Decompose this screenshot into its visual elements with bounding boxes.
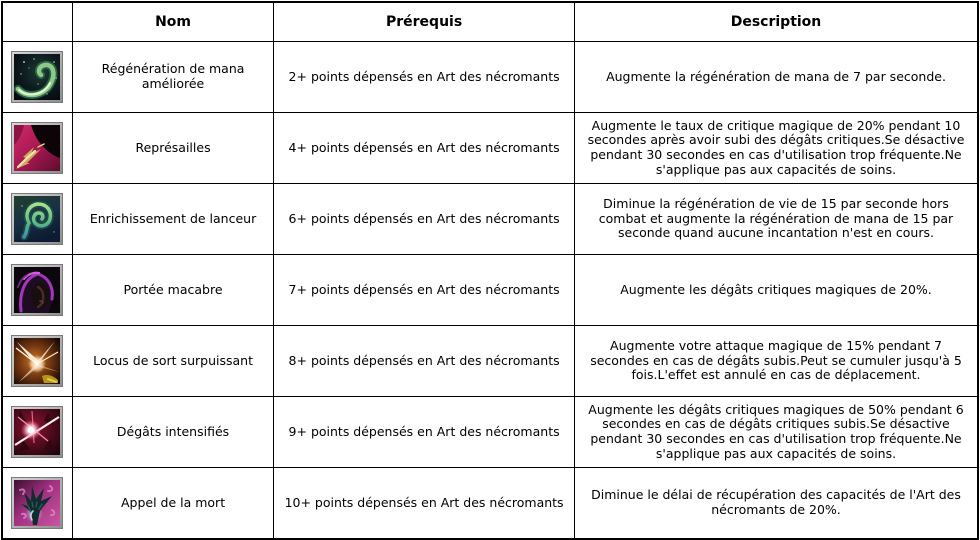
skill-prereq: 4+ points dépensés en Art des nécromants — [274, 113, 575, 184]
skill-icon-cell — [2, 42, 72, 113]
necromancer-skills-table — [1, 1, 979, 540]
skill-icon-cell — [2, 468, 72, 540]
mana-swirl-icon — [11, 51, 63, 103]
hooded-figure-icon — [11, 264, 63, 316]
skill-desc: Augmente le taux de critique magique de 20% pendant 10 secondes après avoir subi des dégâts critiques.Se désactive pendant 30 secondes en cas d'utilisation trop fréquente.Ne s'applique pas aux capacités de soins. — [575, 113, 979, 184]
skill-prereq: 8+ points dépensés en Art des nécromants — [274, 326, 575, 397]
skill-prereq: 2+ points dépensés en Art des nécromants — [274, 42, 575, 113]
table-row — [2, 326, 978, 397]
skill-icon-cell — [2, 326, 72, 397]
starburst-icon — [11, 335, 63, 387]
skill-desc: Diminue le délai de récupération des capacités de l'Art des nécromants de 20%. — [575, 468, 979, 540]
header-icon-column — [2, 2, 72, 42]
death-hand-icon — [11, 477, 63, 529]
header-description: Description — [575, 2, 979, 42]
skill-prereq: 7+ points dépensés en Art des nécromants — [274, 255, 575, 326]
table-row — [2, 113, 978, 184]
skill-name: Dégâts intensifiés — [72, 397, 273, 468]
header-prerequis: Prérequis — [274, 2, 575, 42]
skill-desc: Diminue la régénération de vie de 15 par seconde hors combat et augmente la régénération de mana de 15 par seconde quand aucune incantation n'est en cours. — [575, 184, 979, 255]
skill-prereq: 10+ points dépensés en Art des nécromants — [274, 468, 575, 540]
skill-icon-cell — [2, 113, 72, 184]
table-row — [2, 468, 978, 540]
skill-name: Représailles — [72, 113, 273, 184]
skill-icon-cell — [2, 397, 72, 468]
skill-desc: Augmente votre attaque magique de 15% pendant 7 secondes en cas de dégâts subis.Peut se cumuler jusqu'à 5 fois.L'effet est annulé en cas de déplacement. — [575, 326, 979, 397]
header-row — [2, 2, 978, 42]
table-row — [2, 42, 978, 113]
skill-desc: Augmente les dégâts critiques magiques de 20%. — [575, 255, 979, 326]
skill-name: Régénération de mana améliorée — [72, 42, 273, 113]
skill-desc: Augmente la régénération de mana de 7 par seconde. — [575, 42, 979, 113]
hoof-lightning-icon — [11, 122, 63, 174]
table-row — [2, 184, 978, 255]
skill-name: Locus de sort surpuissant — [72, 326, 273, 397]
green-spiral-icon — [11, 193, 63, 245]
skill-prereq: 6+ points dépensés en Art des nécromants — [274, 184, 575, 255]
skill-name: Portée macabre — [72, 255, 273, 326]
skill-icon-cell — [2, 255, 72, 326]
red-flare-icon — [11, 406, 63, 458]
skill-name: Enrichissement de lanceur — [72, 184, 273, 255]
skill-desc: Augmente les dégâts critiques magiques de 50% pendant 6 secondes en cas de dégâts critiques subis.Se désactive pendant 30 secondes en cas d'utilisation trop fréquente.Ne s'applique pas aux capacités de soins. — [575, 397, 979, 468]
table-row — [2, 255, 978, 326]
header-nom: Nom — [72, 2, 273, 42]
skill-prereq: 9+ points dépensés en Art des nécromants — [274, 397, 575, 468]
skill-name: Appel de la mort — [72, 468, 273, 540]
table-row — [2, 397, 978, 468]
skill-icon-cell — [2, 184, 72, 255]
